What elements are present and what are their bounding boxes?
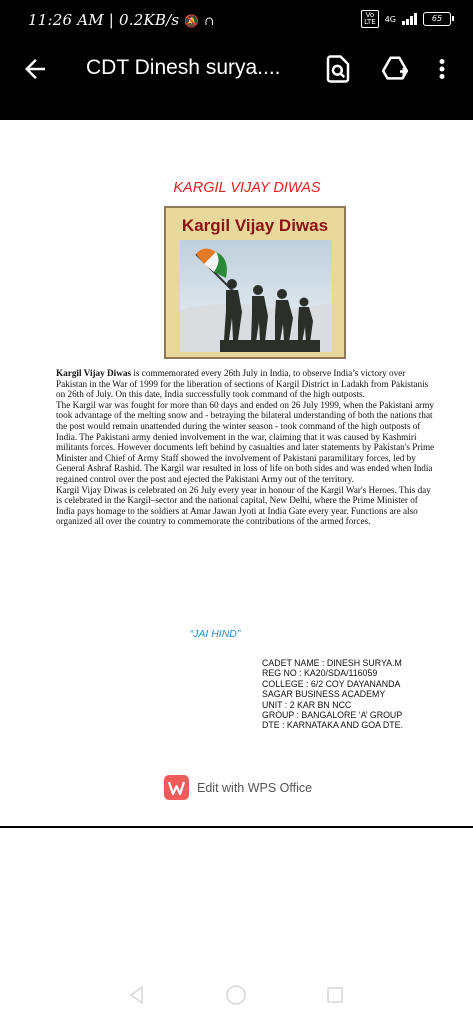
paragraph-2: The Kargil war was fought for more than 60 days and ended on 26 July 1999, when the Pakistani army took advantage of the melting snow and - betraying the bilateral understanding of both the nations that the post would remain unattended during the winter season - took command of the high outposts of India. The Pakistani army denied involvement in the war, claiming that it was caused by Kashmiri militants forces. However documents left behind by casualties and later statements by Pakistan's Prime Minister and Chief of Army Staff showed the involvement of Pakistani paramilitary forces, led by General Ashraf Rashid. The Kargil war resulted in loss of life on both sides and was ended when India regained control over the post and ejected the Pakistani Army out of the territory. — [56, 399, 435, 484]
edit-with-wps-button[interactable] — [164, 775, 312, 800]
reg-no-line: REG NO : KA20/SDA/116059 — [262, 668, 378, 679]
cadet-details — [262, 658, 403, 731]
nav-back-icon[interactable] — [126, 984, 148, 1006]
battery-icon — [423, 12, 451, 26]
find-in-page-icon[interactable] — [323, 54, 353, 84]
soldiers-flag-illustration — [180, 240, 332, 352]
document-body — [56, 368, 436, 527]
kargil-poster-image — [164, 206, 346, 359]
status-time: 11:26 AM | 0.2KB/s 🔕 ∩ — [28, 11, 215, 29]
college-line: COLLEGE : 6/2 COY DAYANANDA — [262, 678, 401, 689]
document-title: CDT Dinesh surya.... — [86, 56, 281, 79]
unit-line: UNIT : 2 KAR BN NCC — [262, 699, 352, 710]
college-line-2: SAGAR BUSINESS ACADEMY — [262, 689, 386, 700]
battery-level: 65 — [431, 14, 443, 23]
group-line: GROUP : BANGALORE ‘A’ GROUP — [262, 710, 403, 721]
status-bar — [0, 0, 473, 40]
dte-line: DTE : KARNATAKA AND GOA DTE. — [262, 720, 403, 731]
jai-hind-closing: “JAI HIND” — [189, 628, 241, 640]
add-to-drive-icon[interactable] — [380, 54, 410, 84]
cadet-name-line: CADET NAME : DINESH SURYA.M — [262, 658, 402, 668]
mute-icon: 🔕 — [184, 14, 200, 28]
navigation-bar — [0, 966, 473, 1024]
paragraph-1: Kargil Vijay Diwas is commemorated every 26th July in India, to observe India’s victory over Pakistan in the War of 1999 for the liberation of sections of Kargil District in Ladakh from Pakistanis on 26th of July. On this date, India successfully took command of the high outposts. — [56, 368, 429, 400]
wps-logo-icon — [164, 775, 189, 800]
empty-page-area — [0, 828, 473, 1024]
back-arrow-icon[interactable] — [20, 54, 50, 84]
nav-recents-icon[interactable] — [324, 984, 346, 1006]
poster-title: Kargil Vijay Diwas — [181, 216, 329, 235]
more-vert-icon[interactable] — [432, 54, 452, 84]
wps-button-label: Edit with WPS Office — [197, 780, 313, 795]
app-bar — [0, 40, 473, 100]
document-heading: KARGIL VIJAY DIWAS — [173, 180, 321, 196]
paragraph-3: Kargil Vijay Diwas is celebrated on 26 July every year in honour of the Kargil War's Heroes. This day is celebrated in the Kargil–sector and the national capital, New Delhi, where the Prime Minister of India pays homage to the soldiers at Amar Jawan Jyoti at India Gate every year. Functions are also organized all over the country to commemorate the contributions of the armed forces. — [56, 484, 431, 527]
nav-home-icon[interactable] — [225, 984, 247, 1006]
document-page[interactable] — [0, 120, 473, 826]
volte-icon: Vo LTE — [361, 10, 379, 28]
signal-icon — [402, 13, 417, 25]
headphones-icon: ∩ — [204, 14, 215, 28]
network-type: 4G — [384, 14, 396, 24]
